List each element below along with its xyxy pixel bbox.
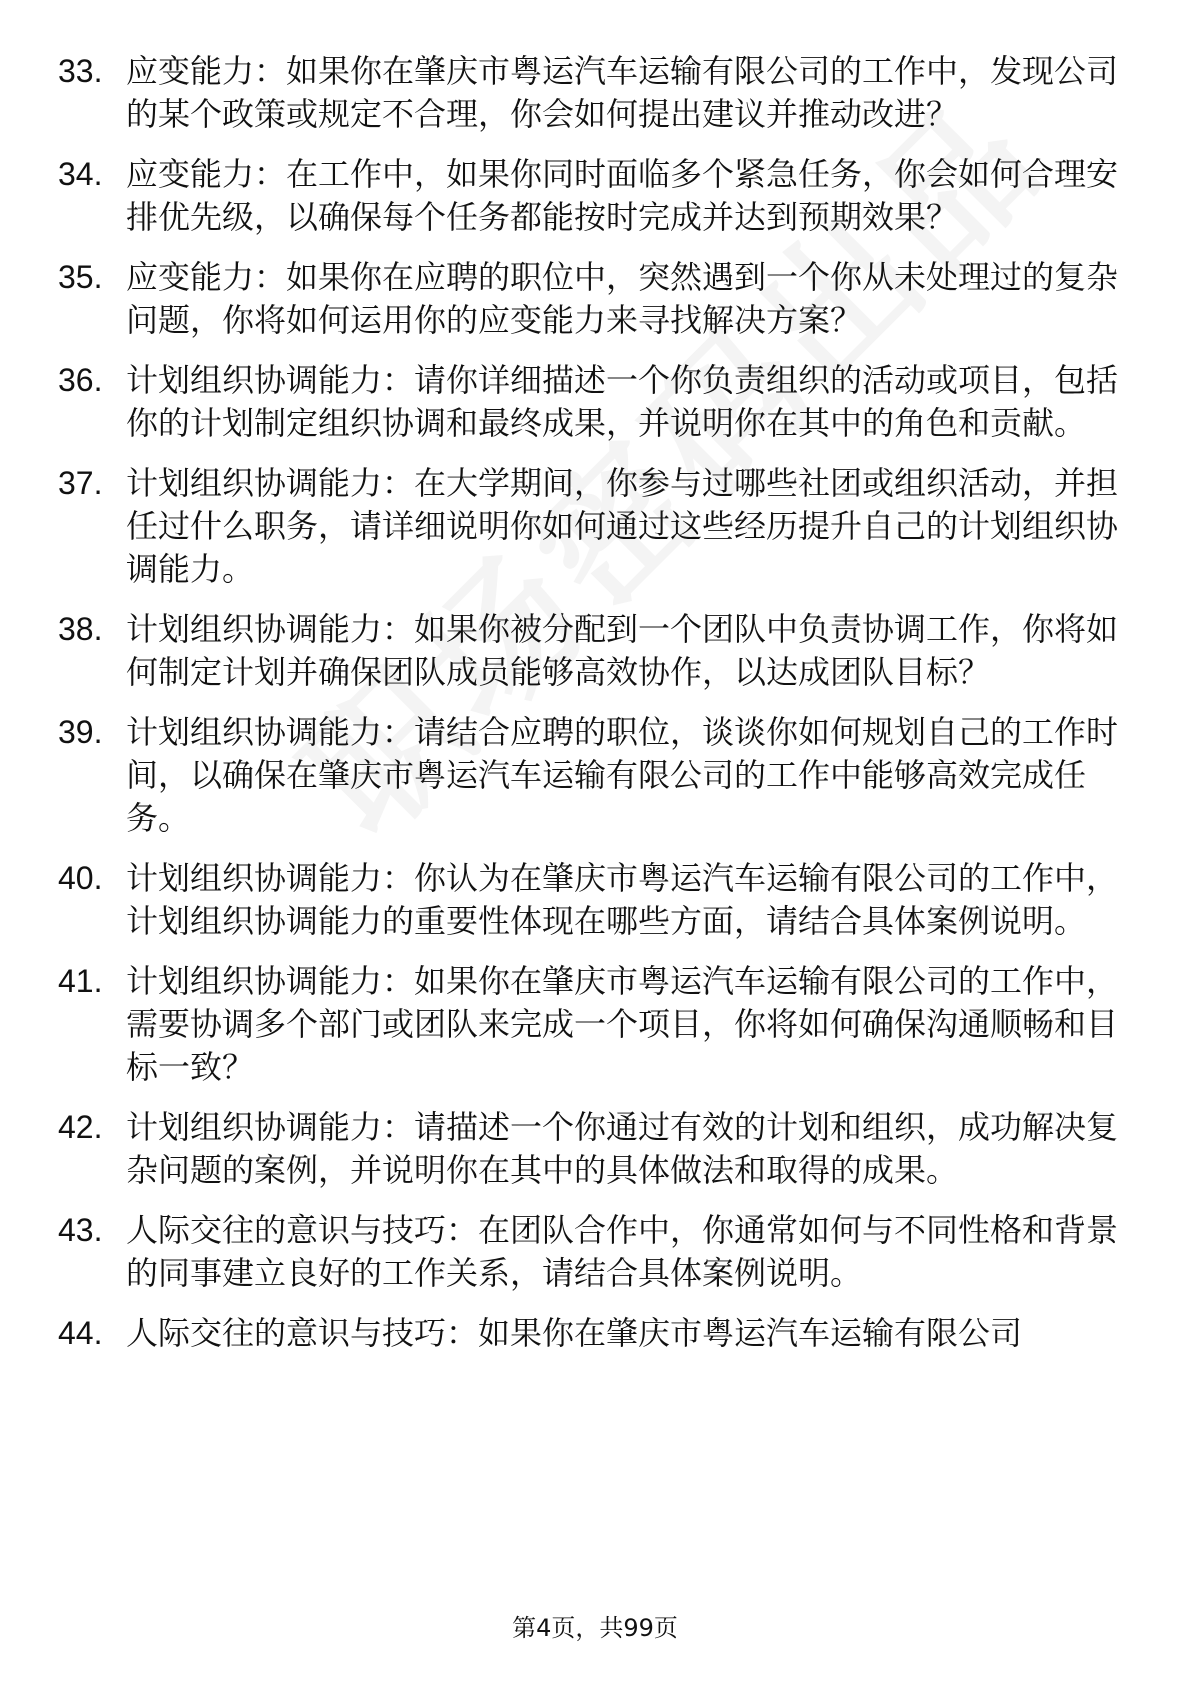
question-item	[58, 256, 1118, 342]
question-text: 计划组织协调能力：如果你在肇庆市粤运汽车运输有限公司的工作中，需要协调多个部门或团队来完成一个项目，你将如何确保沟通顺畅和目标一致？	[126, 962, 1119, 1086]
question-item	[58, 857, 1118, 943]
page-number-footer: 第4页，共99页	[512, 1614, 678, 1642]
question-text: 人际交往的意识与技巧：在团队合作中，你通常如何与不同性格和背景的同事建立良好的工作关系，请结合具体案例说明。	[126, 1211, 1119, 1292]
question-text: 计划组织协调能力：你认为在肇庆市粤运汽车运输有限公司的工作中，计划组织协调能力的重要性体现在哪些方面，请结合具体案例说明。	[126, 859, 1119, 940]
question-text: 计划组织协调能力：请结合应聘的职位，谈谈你如何规划自己的工作时间，以确保在肇庆市粤运汽车运输有限公司的工作中能够高效完成任务。	[126, 713, 1119, 837]
question-number: 39.	[58, 714, 103, 750]
question-item	[58, 462, 1118, 591]
question-item	[58, 359, 1118, 445]
question-text: 计划组织协调能力：请你详细描述一个你负责组织的活动或项目，包括你的计划制定组织协调和最终成果，并说明你在其中的角色和贡献。	[126, 361, 1119, 442]
question-number: 36.	[58, 362, 103, 398]
question-number: 41.	[58, 963, 103, 999]
question-item	[58, 608, 1118, 694]
question-text: 应变能力：在工作中，如果你同时面临多个紧急任务，你会如何合理安排优先级，以确保每个任务都能按时完成并达到预期效果？	[126, 155, 1119, 236]
question-number: 34.	[58, 156, 103, 192]
question-text: 计划组织协调能力：在大学期间，你参与过哪些社团或组织活动，并担任过什么职务，请详细说明你如何通过这些经历提升自己的计划组织协调能力。	[126, 464, 1119, 588]
question-number: 40.	[58, 860, 103, 896]
question-text: 应变能力：如果你在肇庆市粤运汽车运输有限公司的工作中，发现公司的某个政策或规定不合理，你会如何提出建议并推动改进？	[126, 52, 1119, 133]
question-text: 人际交往的意识与技巧：如果你在肇庆市粤运汽车运输有限公司	[126, 1314, 1023, 1352]
question-text: 计划组织协调能力：如果你被分配到一个团队中负责协调工作，你将如何制定计划并确保团队成员能够高效协作，以达成团队目标？	[126, 610, 1119, 691]
question-text: 应变能力：如果你在应聘的职位中，突然遇到一个你从未处理过的复杂问题，你将如何运用你的应变能力来寻找解决方案？	[126, 258, 1119, 339]
question-number: 44.	[58, 1315, 103, 1351]
question-number: 42.	[58, 1109, 103, 1145]
question-item	[58, 1106, 1118, 1192]
question-number: 37.	[58, 465, 103, 501]
question-item	[58, 1209, 1118, 1295]
question-list	[58, 50, 1118, 1372]
question-number: 38.	[58, 611, 103, 647]
question-item	[58, 50, 1118, 136]
question-item	[58, 153, 1118, 239]
question-item	[58, 1312, 1118, 1355]
question-item	[58, 711, 1118, 840]
question-number: 35.	[58, 259, 103, 295]
question-number: 43.	[58, 1212, 103, 1248]
question-text: 计划组织协调能力：请描述一个你通过有效的计划和组织，成功解决复杂问题的案例，并说明你在其中的具体做法和取得的成果。	[126, 1108, 1119, 1189]
question-number: 33.	[58, 53, 103, 89]
question-item	[58, 960, 1118, 1089]
